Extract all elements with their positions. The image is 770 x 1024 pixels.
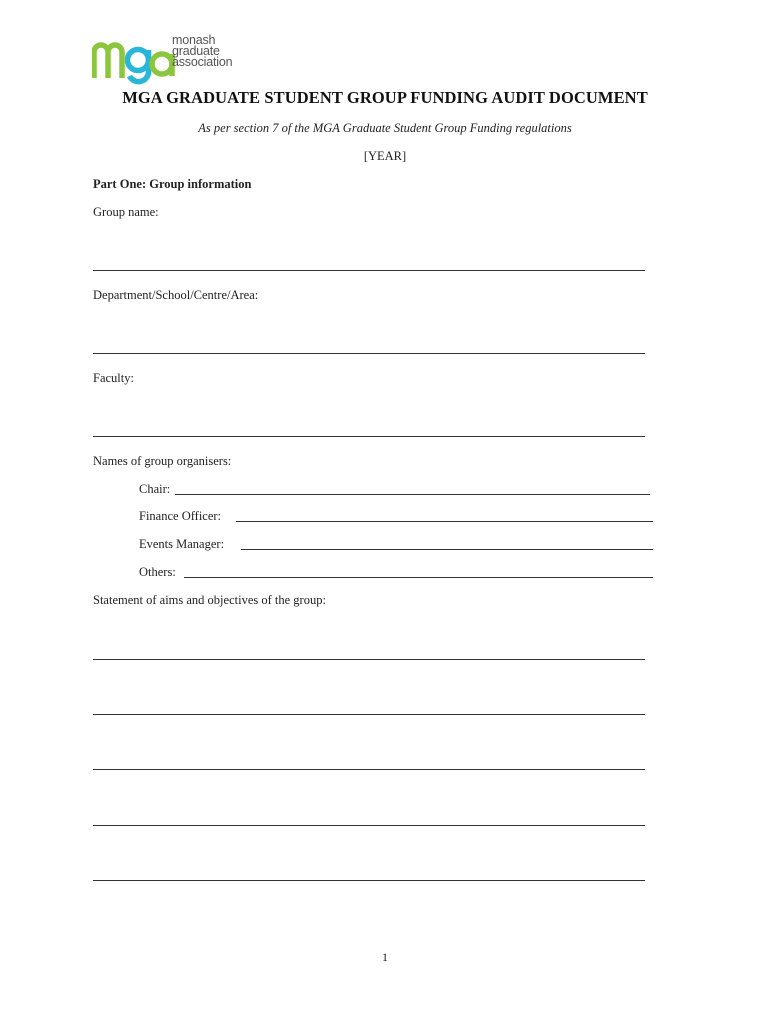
document-title: MGA GRADUATE STUDENT GROUP FUNDING AUDIT DOCUMENT [122,88,648,107]
year-placeholder: [YEAR] [363,149,407,163]
faculty-label: Faculty: [93,371,134,385]
others-line[interactable] [184,577,653,578]
aims-line-3[interactable] [93,769,645,770]
logo-wordmark [172,35,232,68]
faculty-line[interactable] [93,436,645,437]
logo-g-glyph [128,50,149,71]
others-label: Others: [139,565,176,579]
logo-line-1: monash [172,33,216,47]
finance-officer-line[interactable] [236,521,653,522]
chair-label: Chair: [139,482,171,496]
part-one-heading: Part One: Group information [93,177,252,191]
group-name-label: Group name: [93,205,159,219]
logo-a-glyph [152,54,172,74]
events-manager-label: Events Manager: [139,537,225,551]
logo-line-2: graduate [172,44,220,58]
document-subtitle: As per section 7 of the MGA Graduate Student Group Funding regulations [198,121,572,135]
page-number: 1 [382,950,388,964]
events-manager-line[interactable] [241,549,653,550]
chair-line[interactable] [175,494,650,495]
aims-line-2[interactable] [93,714,645,715]
aims-line-1[interactable] [93,659,645,660]
department-line[interactable] [93,353,645,354]
aims-label: Statement of aims and objectives of the group: [93,593,326,607]
group-name-line[interactable] [93,270,645,271]
organisers-label: Names of group organisers: [93,454,232,468]
department-label: Department/School/Centre/Area: [93,288,259,302]
aims-line-4[interactable] [93,825,645,826]
aims-line-5[interactable] [93,880,645,881]
finance-officer-label: Finance Officer: [139,509,222,523]
logo-m-glyph [94,45,122,78]
logo-line-3: association [172,55,233,69]
